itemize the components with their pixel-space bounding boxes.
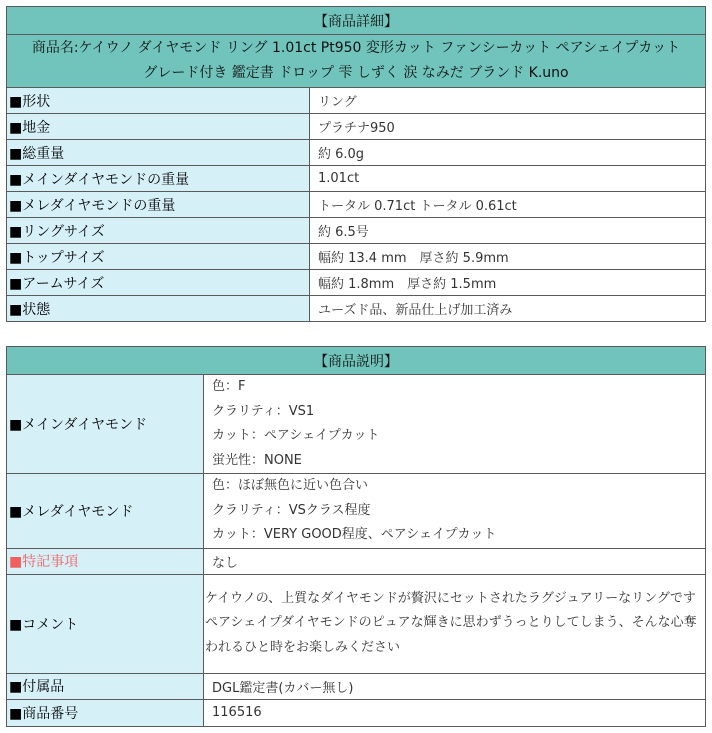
row-value: プラチナ950	[310, 114, 706, 140]
row-value: ユーズド品、新品仕上げ加工済み	[310, 296, 706, 322]
row-label: ■トップサイズ	[7, 244, 310, 270]
row-value: 幅約 13.4 mm 厚さ約 5.9mm	[310, 244, 706, 270]
row-label: ■商品番号	[7, 699, 204, 726]
row-label: ■リングサイズ	[7, 218, 310, 244]
row-value: 約 6.5号	[310, 218, 706, 244]
item-number-row	[7, 699, 706, 726]
comment-row	[7, 574, 706, 673]
row-label: ■アームサイズ	[7, 270, 310, 296]
row-label: ■総重量	[7, 140, 310, 166]
row-label: ■状態	[7, 296, 310, 322]
table-row	[7, 270, 706, 296]
row-label: ■メレダイヤモンドの重量	[7, 192, 310, 218]
row-label: ■形状	[7, 88, 310, 114]
table-row	[7, 140, 706, 166]
description-header: 【商品説明】	[7, 347, 706, 375]
row-value: リング	[310, 88, 706, 114]
table-row	[7, 244, 706, 270]
row-value: 1.01ct	[310, 166, 706, 192]
accessories-row	[7, 673, 706, 699]
row-label: ■地金	[7, 114, 310, 140]
row-label: ■メインダイヤモンドの重量	[7, 166, 310, 192]
row-value: DGL鑑定書(カバー無し)	[204, 673, 706, 699]
row-value: トータル 0.71ct トータル 0.61ct	[310, 192, 706, 218]
special-notes-row	[7, 548, 706, 574]
row-label: ■付属品	[7, 673, 204, 699]
row-value: なし	[204, 548, 706, 574]
table-row	[7, 114, 706, 140]
row-value: 約 6.0g	[310, 140, 706, 166]
value-line: カット：VERY GOOD程度、ペアシェイプカット	[212, 527, 497, 542]
comment-line: ペアシェイプダイヤモンドのピュアな輝きに思わずうっとりしてしまう、そんな心奪われるひと時をお楽しみください	[205, 615, 697, 655]
product-name-line1: 商品名:ケイウノ ダイヤモンド リング 1.01ct Pt950 変形カット ファンシーカット ペアシェイプカット	[31, 40, 681, 56]
row-value	[204, 474, 706, 549]
value-line: 蛍光性：NONE	[212, 452, 302, 468]
row-value: 116516	[204, 699, 706, 726]
product-description-table	[6, 346, 706, 727]
table-row	[7, 296, 706, 322]
product-details-table	[6, 6, 706, 322]
row-value	[204, 375, 706, 474]
value-line: 色：F	[212, 379, 246, 394]
row-value: 幅約 1.8mm 厚さ約 1.5mm	[310, 270, 706, 296]
row-label: ■メインダイヤモンド	[7, 375, 204, 474]
value-line: クラリティ：VSクラス程度	[212, 502, 371, 518]
product-name-line2: グレード付き 鑑定書 ドロップ 雫 しずく 涙 なみだ ブランド K.uno	[143, 65, 569, 81]
details-header: 【商品詳細】	[7, 7, 706, 35]
value-line: カット：ペアシェイプカット	[212, 428, 380, 443]
row-label: ■メレダイヤモンド	[7, 474, 204, 549]
product-name	[7, 35, 706, 88]
value-line: 色：ほぼ無色に近い色合い	[212, 478, 369, 493]
table-row	[7, 218, 706, 244]
row-label: ■コメント	[7, 574, 204, 673]
table-row	[7, 88, 706, 114]
table-row	[7, 192, 706, 218]
row-value	[204, 574, 706, 673]
row-label: ■特記事項	[7, 548, 204, 574]
main-diamond-row	[7, 375, 706, 474]
comment-line: ケイウノの、上質なダイヤモンドが贅沢にセットされたラグジュアリーなリングです	[205, 590, 696, 606]
value-line: クラリティ：VS1	[212, 403, 315, 419]
table-row	[7, 166, 706, 192]
melee-diamond-row	[7, 474, 706, 549]
